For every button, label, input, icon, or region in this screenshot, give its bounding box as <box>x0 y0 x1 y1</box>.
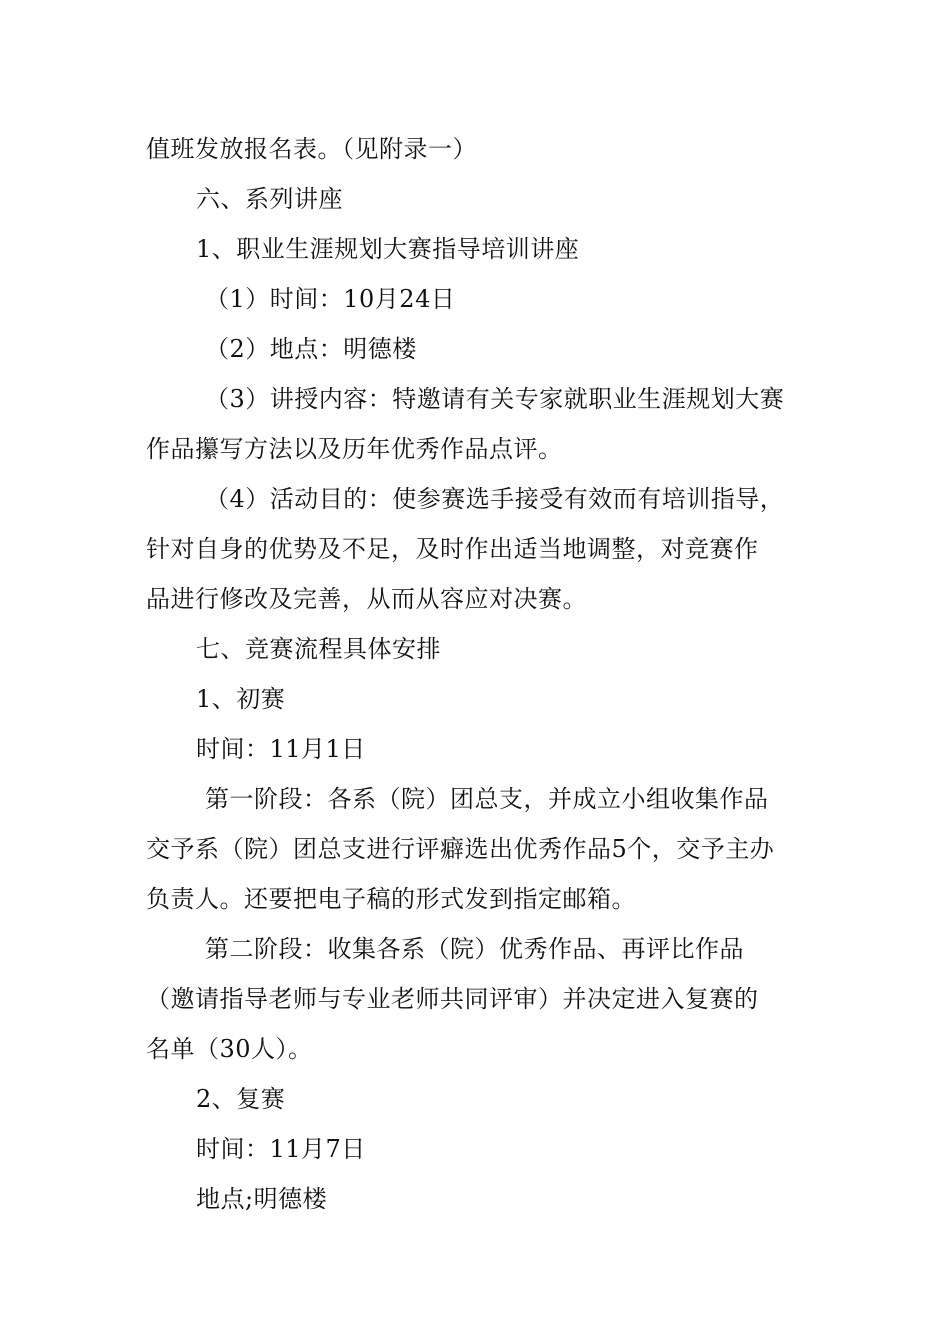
text-line-content: （3）讲授内容：特邀请有关专家就职业生涯规划大赛 <box>205 385 785 413</box>
text-line-semifinal-location: 地点;明德楼 <box>196 1185 328 1213</box>
text-line-purpose: （4）活动目的：使参赛选手接受有效而有培训指导， <box>205 485 785 513</box>
text-line-stage-1: 第一阶段：各系（院）团总支，并成立小组收集作品 <box>205 785 769 813</box>
text-line-semifinal-time: 时间：11月7日 <box>196 1135 366 1163</box>
section-heading-6: 六、系列讲座 <box>196 185 343 213</box>
text-line-1: 值班发放报名表。（见附录一） <box>146 135 477 163</box>
text-line-stage-2-cont-1: （邀请指导老师与专业老师共同评审）并决定进入复赛的 <box>146 985 759 1013</box>
text-line-purpose-cont-1: 针对自身的优势及不足，及时作出适当地调整，对竞赛作 <box>146 535 759 563</box>
text-line-location: （2）地点：明德楼 <box>205 335 417 363</box>
text-line-stage-2: 第二阶段：收集各系（院）优秀作品、再评比作品 <box>205 935 744 963</box>
text-line-stage-1-cont-1: 交予系（院）团总支进行评癖选出优秀作品5个，交予主办 <box>146 835 775 863</box>
subsection-heading-semifinal: 2、复赛 <box>196 1085 286 1113</box>
section-heading-7: 七、竞赛流程具体安排 <box>196 635 441 663</box>
text-line-purpose-cont-2: 品进行修改及完善，从而从容应对决赛。 <box>146 585 587 613</box>
subsection-heading-1: 1、职业生涯规划大赛指导培训讲座 <box>196 235 580 263</box>
text-line-stage-2-cont-2: 名单（30人）。 <box>146 1035 313 1063</box>
text-line-preliminary-time: 时间：11月1日 <box>196 735 366 763</box>
subsection-heading-preliminary: 1、初赛 <box>196 685 286 713</box>
text-line-time: （1）时间：10月24日 <box>205 285 456 313</box>
text-line-stage-1-cont-2: 负责人。还要把电子稿的形式发到指定邮箱。 <box>146 885 636 913</box>
text-line-content-cont: 作品攥写方法以及历年优秀作品点评。 <box>146 435 563 463</box>
